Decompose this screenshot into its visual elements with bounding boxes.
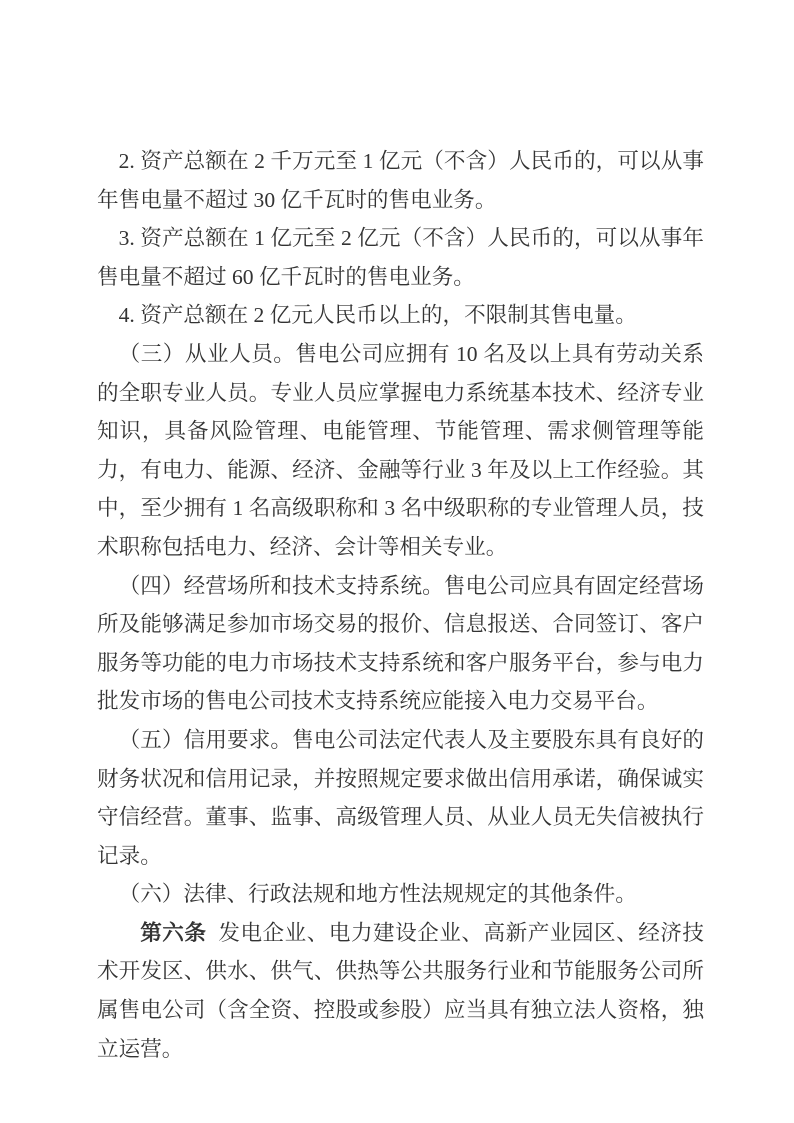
clause-6-other-conditions: （六）法律、行政法规和地方性法规规定的其他条件。 bbox=[118, 882, 637, 907]
article-6-body-text: 发电企业、电力建设企业、高新产业园区、经济技术开发区、供水、供气、供热等公共服务行业和节能服务公司所属售电公司（含全资、控股或参股）应当具有独立法人资格，独立运营。 bbox=[97, 920, 704, 1061]
clause-3-personnel: （三）从业人员。售电公司应拥有 10 名及以上具有劳动关系的全职专业人员。专业人员应掌握电力系统基本技术、经济专业知识，具备风险管理、电能管理、节能管理、需求侧管理等能力，有电力、能源、经济、金融等行业 3 年及以上工作经验。其中，至少拥有 1 名高级职称和 3 名中级职称的专业管理人员，技术职称包括电力、经济、会计等相关专业。 bbox=[97, 341, 704, 559]
article-6-paragraph bbox=[97, 914, 704, 1068]
list-item-asset-tier-3: 3. 资产总额在 1 亿元至 2 亿元（不含）人民币的，可以从事年售电量不超过 60 亿千瓦时的售电业务。 bbox=[97, 226, 704, 289]
article-6-number-label: 第六条 bbox=[140, 920, 207, 945]
clause-5-credit-requirements: （五）信用要求。售电公司法定代表人及主要股东具有良好的财务状况和信用记录，并按照规定要求做出信用承诺，确保诚实守信经营。董事、监事、高级管理人员、从业人员无失信被执行记录。 bbox=[97, 727, 704, 868]
list-item-asset-tier-4: 4. 资产总额在 2 亿元人民币以上的，不限制其售电量。 bbox=[118, 303, 637, 328]
clause-4-premises-and-systems: （四）经营场所和技术支持系统。售电公司应具有固定经营场所及能够满足参加市场交易的报价、信息报送、合同签订、客户服务等功能的电力市场技术支持系统和客户服务平台，参与电力批发市场的售电公司技术支持系统应能接入电力交易平台。 bbox=[97, 573, 704, 714]
list-item-asset-tier-2: 2. 资产总额在 2 千万元至 1 亿元（不含）人民币的，可以从事年售电量不超过 30 亿千瓦时的售电业务。 bbox=[97, 149, 704, 212]
